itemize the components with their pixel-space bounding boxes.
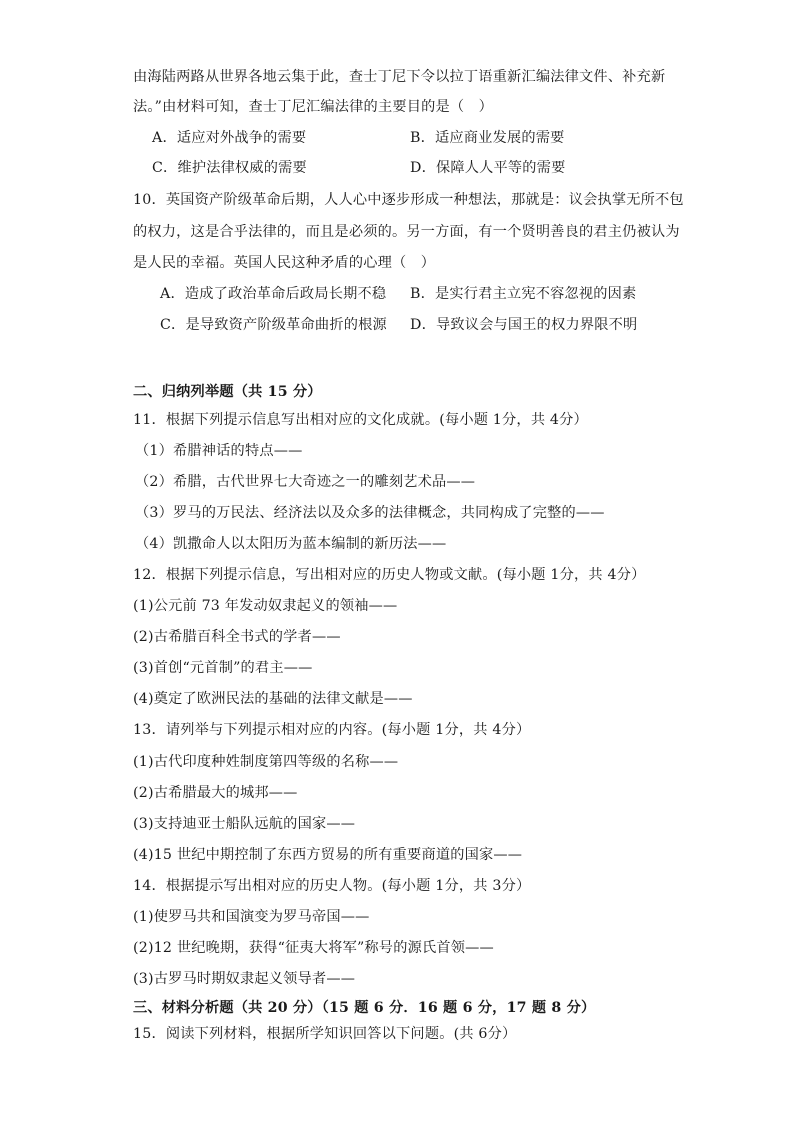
q11-stem: 11．根据下列提示信息写出相对应的文化成就。(每小题 1分，共 4分） [133, 412, 588, 428]
q10-option-b[interactable]: B．是实行君主立宪不容忽视的因素 [410, 286, 637, 302]
q10-text-line-3: 是人民的幸福。英国人民这种矛盾的心理（ ） [133, 255, 436, 271]
q12-item-4: (4)奠定了欧洲民法的基础的法律文献是—— [133, 691, 413, 707]
q11-item-2: （2）希腊，古代世界七大奇迹之一的雕刻艺术品—— [135, 474, 476, 490]
q12-item-3: (3)首创“元首制”的君主—— [133, 660, 313, 676]
q10-text-line-2: 的权力，这是合乎法律的，而且是必须的。另一方面，有一个贤明善良的君主仍被认为 [133, 224, 680, 240]
q12-item-1: (1)公元前 73 年发动奴隶起义的领袖—— [133, 598, 398, 614]
section-2-title: 二、归纳列举题（共 15 分） [133, 384, 322, 400]
q13-stem: 13．请列举与下列提示相对应的内容。(每小题 1分，共 4分） [133, 722, 531, 738]
q10-text-line-1: 10．英国资产阶级革命后期，人人心中逐步形成一种想法，那就是：议会执掌无所不包 [133, 192, 684, 208]
q11-item-4: （4）凯撒命人以太阳历为蓝本编制的新历法—— [135, 536, 447, 552]
q10-option-a[interactable]: A．造成了政治革命后政局长期不稳 [160, 286, 387, 302]
q12-stem: 12．根据下列提示信息，写出相对应的历史人物或文献。(每小题 1分，共 4分） [133, 567, 646, 583]
q9-option-b[interactable]: B．适应商业发展的需要 [410, 130, 565, 146]
section-3-title: 三、材料分析题（共 20 分）（15 题 6 分．16 题 6 分，17 题 8 分） [133, 1000, 596, 1016]
q14-item-1: (1)使罗马共和国演变为罗马帝国—— [133, 909, 370, 925]
q10-option-c[interactable]: C．是导致资产阶级革命曲折的根源 [160, 317, 387, 333]
q11-item-3: （3）罗马的万民法、经济法以及众多的法律概念，共同构成了完整的—— [135, 505, 605, 521]
q13-item-1: (1)古代印度种姓制度第四等级的名称—— [133, 754, 399, 770]
q9-text-line-1: 由海陆两路从世界各地云集于此，查士丁尼下令以拉丁语重新汇编法律文件、补充新 [133, 69, 666, 85]
q15-stem: 15．阅读下列材料，根据所学知识回答以下问题。(共 6分） [133, 1026, 517, 1042]
q14-item-3: (3)古罗马时期奴隶起义领导者—— [133, 971, 356, 987]
q14-stem: 14．根据提示写出相对应的历史人物。(每小题 1分，共 3分） [133, 878, 531, 894]
q9-text-line-2: 法。”由材料可知，查士丁尼汇编法律的主要目的是（ ） [133, 99, 494, 115]
q11-item-1: （1）希腊神话的特点—— [135, 443, 303, 459]
q12-item-2: (2)古希腊百科全书式的学者—— [133, 629, 341, 645]
q10-option-d[interactable]: D．导致议会与国王的权力界限不明 [410, 317, 638, 333]
q9-option-a[interactable]: A．适应对外战争的需要 [152, 130, 307, 146]
q9-option-c[interactable]: C．维护法律权威的需要 [152, 160, 307, 176]
q13-item-3: (3)支持迪亚士船队远航的国家—— [133, 816, 356, 832]
q13-item-4: (4)15 世纪中期控制了东西方贸易的所有重要商道的国家—— [133, 847, 523, 863]
q9-option-d[interactable]: D．保障人人平等的需要 [410, 160, 566, 176]
q14-item-2: (2)12 世纪晚期，获得“征夷大将军”称号的源氏首领—— [133, 940, 494, 956]
q13-item-2: (2)古希腊最大的城邦—— [133, 785, 298, 801]
